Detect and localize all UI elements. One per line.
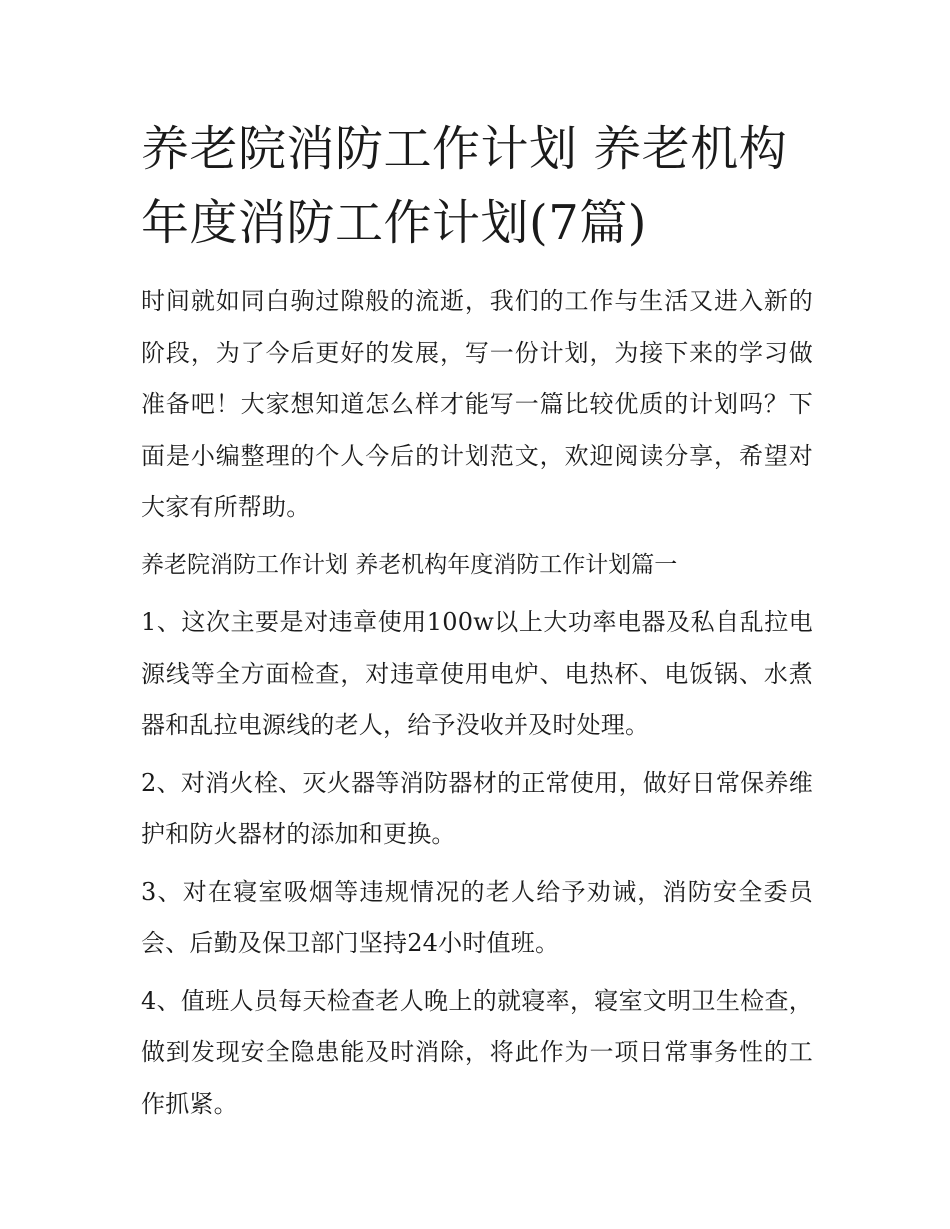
list-item-2: 2、对消火栓、灭火器等消防器材的正常使用，做好日常保养维护和防火器材的添加和更换。 (141, 768, 813, 848)
document-body (141, 112, 813, 1136)
document-title: 养老院消防工作计划 养老机构年度消防工作计划(7篇) (141, 121, 788, 251)
list-item-1: 1、这次主要是对违章使用100w以上大功率电器及私自乱拉电源线等全方面检查，对违章使用电炉、电热杯、电饭锅、水煮器和乱拉电源线的老人，给予没收并及时处理。 (141, 608, 813, 739)
intro-paragraph: 时间就如同白驹过隙般的流逝，我们的工作与生活又进入新的阶段，为了今后更好的发展，写一份计划，为接下来的学习做准备吧！大家想知道怎么样才能写一篇比较优质的计划吗？下面是小编整理的个人今后的计划范文，欢迎阅读分享，希望对大家有所帮助。 (141, 287, 813, 521)
section-heading: 养老院消防工作计划 养老机构年度消防工作计划篇一 (141, 551, 678, 578)
list-item-4: 4、值班人员每天检查老人晚上的就寝率，寝室文明卫生检查，做到发现安全隐患能及时消除，将此作为一项日常事务性的工作抓紧。 (141, 986, 813, 1118)
list-item-3: 3、对在寝室吸烟等违规情况的老人给予劝诫，消防安全委员会、后勤及保卫部门坚持24小时值班。 (141, 877, 813, 957)
